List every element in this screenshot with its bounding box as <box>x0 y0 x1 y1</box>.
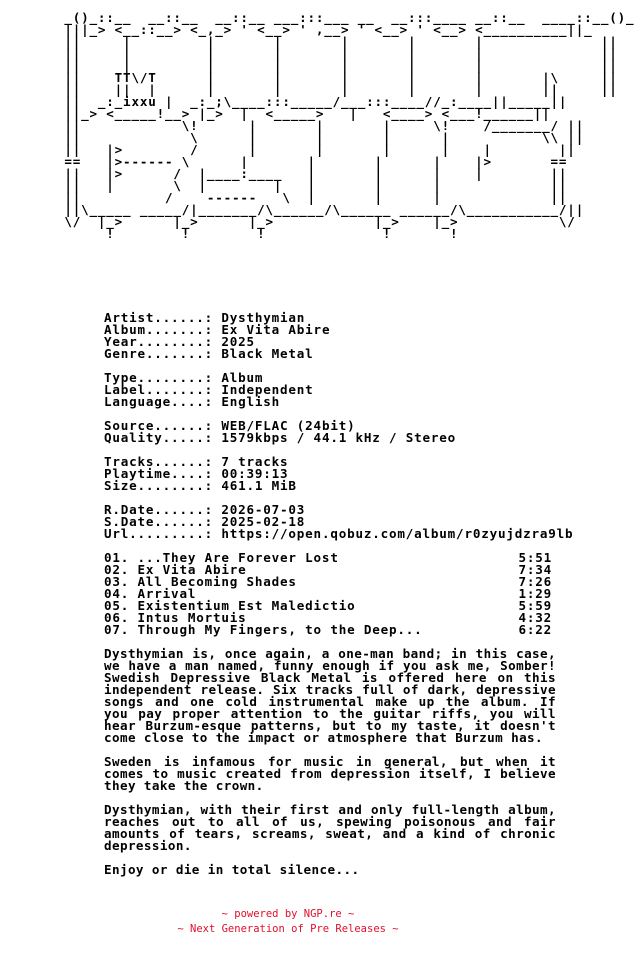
track-title: 02. Ex Vita Abire <box>104 562 247 577</box>
track-duration: 5:51 <box>518 550 552 565</box>
info-label: R.Date......: <box>104 502 222 517</box>
info-value: English <box>221 394 281 409</box>
info-label: Type........: <box>104 370 222 385</box>
info-label: Source......: <box>104 418 222 433</box>
info-value: Black Metal <box>221 346 314 361</box>
info-value: https://open.qobuz.com/album/r0zyujdzra9lb <box>221 526 574 541</box>
info-label: Playtime....: <box>104 466 222 481</box>
info-value: Dysthymian <box>221 310 306 325</box>
track-duration: 1:29 <box>518 586 552 601</box>
info-label: Tracks......: <box>104 454 222 469</box>
info-label: Url.........: <box>104 526 222 541</box>
release-info <box>104 312 573 540</box>
info-row <box>104 432 573 444</box>
info-label: S.Date......: <box>104 514 222 529</box>
info-value: 461.1 MiB <box>221 478 297 493</box>
info-label: Quality.....: <box>104 430 222 445</box>
track-title: 04. Arrival <box>104 586 197 601</box>
info-value: 1579kbps / 44.1 kHz / Stereo <box>221 430 457 445</box>
track-title: 01. ...They Are Forever Lost <box>104 550 339 565</box>
info-value: Ex Vita Abire <box>221 322 331 337</box>
info-value: 7 tracks <box>221 454 289 469</box>
description-paragraph: Dysthymian is, once again, a one-man band; in this case, we have a man named, funny enough if you ask me, Somber! Swedish Depressive Black Metal is offered here on this independent release. Six tracks full of dark, depressive songs and one cold instrumental make up the album. If you pay proper attention to the guitar riffs, you will hear Burzum-esque patterns, but to my taste, it doesn't come close to the impact or atmosphere that Burzum has. <box>104 646 556 745</box>
info-row <box>104 480 573 492</box>
release-description <box>104 648 556 888</box>
info-label: Size........: <box>104 478 222 493</box>
info-label: Language....: <box>104 394 222 409</box>
track-duration: 5:59 <box>518 598 552 613</box>
track-duration: 4:32 <box>518 610 552 625</box>
info-value: Independent <box>221 382 314 397</box>
info-label: Year........: <box>104 334 222 349</box>
track-title: 05. Existentium Est Maledictio <box>104 598 356 613</box>
footer-powered-by: ~ powered by NGP.re ~ <box>221 908 355 920</box>
info-value: Album <box>221 370 264 385</box>
description-paragraph: Sweden is infamous for music in general, but when it comes to music created from depression itself, I believe they take the crown. <box>104 754 556 793</box>
info-label: Label.......: <box>104 382 222 397</box>
info-label: Album.......: <box>104 322 222 337</box>
track-title: 03. All Becoming Shades <box>104 574 297 589</box>
tracklist <box>104 552 552 636</box>
info-value: 2026-07-03 <box>221 502 306 517</box>
track-row <box>104 624 552 636</box>
info-value: 2025 <box>221 334 255 349</box>
info-row <box>104 348 573 360</box>
track-duration: 7:34 <box>518 562 552 577</box>
info-value: 00:39:13 <box>221 466 289 481</box>
info-row <box>104 396 573 408</box>
ascii-art-logo: _()_::__ __::__ __::__ ___:::___ __ __:::____ __::__ ____::__()_ |||_> <__::__> <_,_> ' <__> ' ,__> ' <__> ' <__> <__________||_ || | | | | | | || || | | | | | | || || | | | | | | || || TT\/T | | | | | |\ || || || | | | | | | || || || _:_ixxu | _:_;\____:::_____/___:::____//_:____||_____|| ||_> <_____!__> |_> | <_____> | <____> <___!______|| || \! | | | \! /_______/ || || \ | | | | \\ || || |> / | | | | | || == |>------ \ | | | | |> == || |> / |____:____ | | | | || || | \ | | | | | || || / ------ \ | | | || ||\_____ _____/|_______/\______/\______ ______/\___________/|| \/ |_> |_> |_> |_> |_> \/ ! ! ! ! ! <box>64 10 634 241</box>
description-paragraph: Enjoy or die in total silence... <box>104 862 360 877</box>
track-duration: 6:22 <box>518 622 552 637</box>
info-row <box>104 528 573 540</box>
footer-tagline: ~ Next Generation of Pre Releases ~ <box>177 923 399 935</box>
track-title: 07. Through My Fingers, to the Deep... <box>104 622 423 637</box>
info-value: WEB/FLAC (24bit) <box>221 418 356 433</box>
info-value: 2025-02-18 <box>221 514 306 529</box>
info-label: Genre.......: <box>104 346 222 361</box>
description-paragraph: Dysthymian, with their first and only full-length album, reaches out to all of us, spewing poisonous and fair amounts of tears, screams, sweat, and a kind of chronic depression. <box>104 802 556 853</box>
track-duration: 7:26 <box>518 574 552 589</box>
info-label: Artist......: <box>104 310 222 325</box>
track-title: 06. Intus Mortuis <box>104 610 247 625</box>
